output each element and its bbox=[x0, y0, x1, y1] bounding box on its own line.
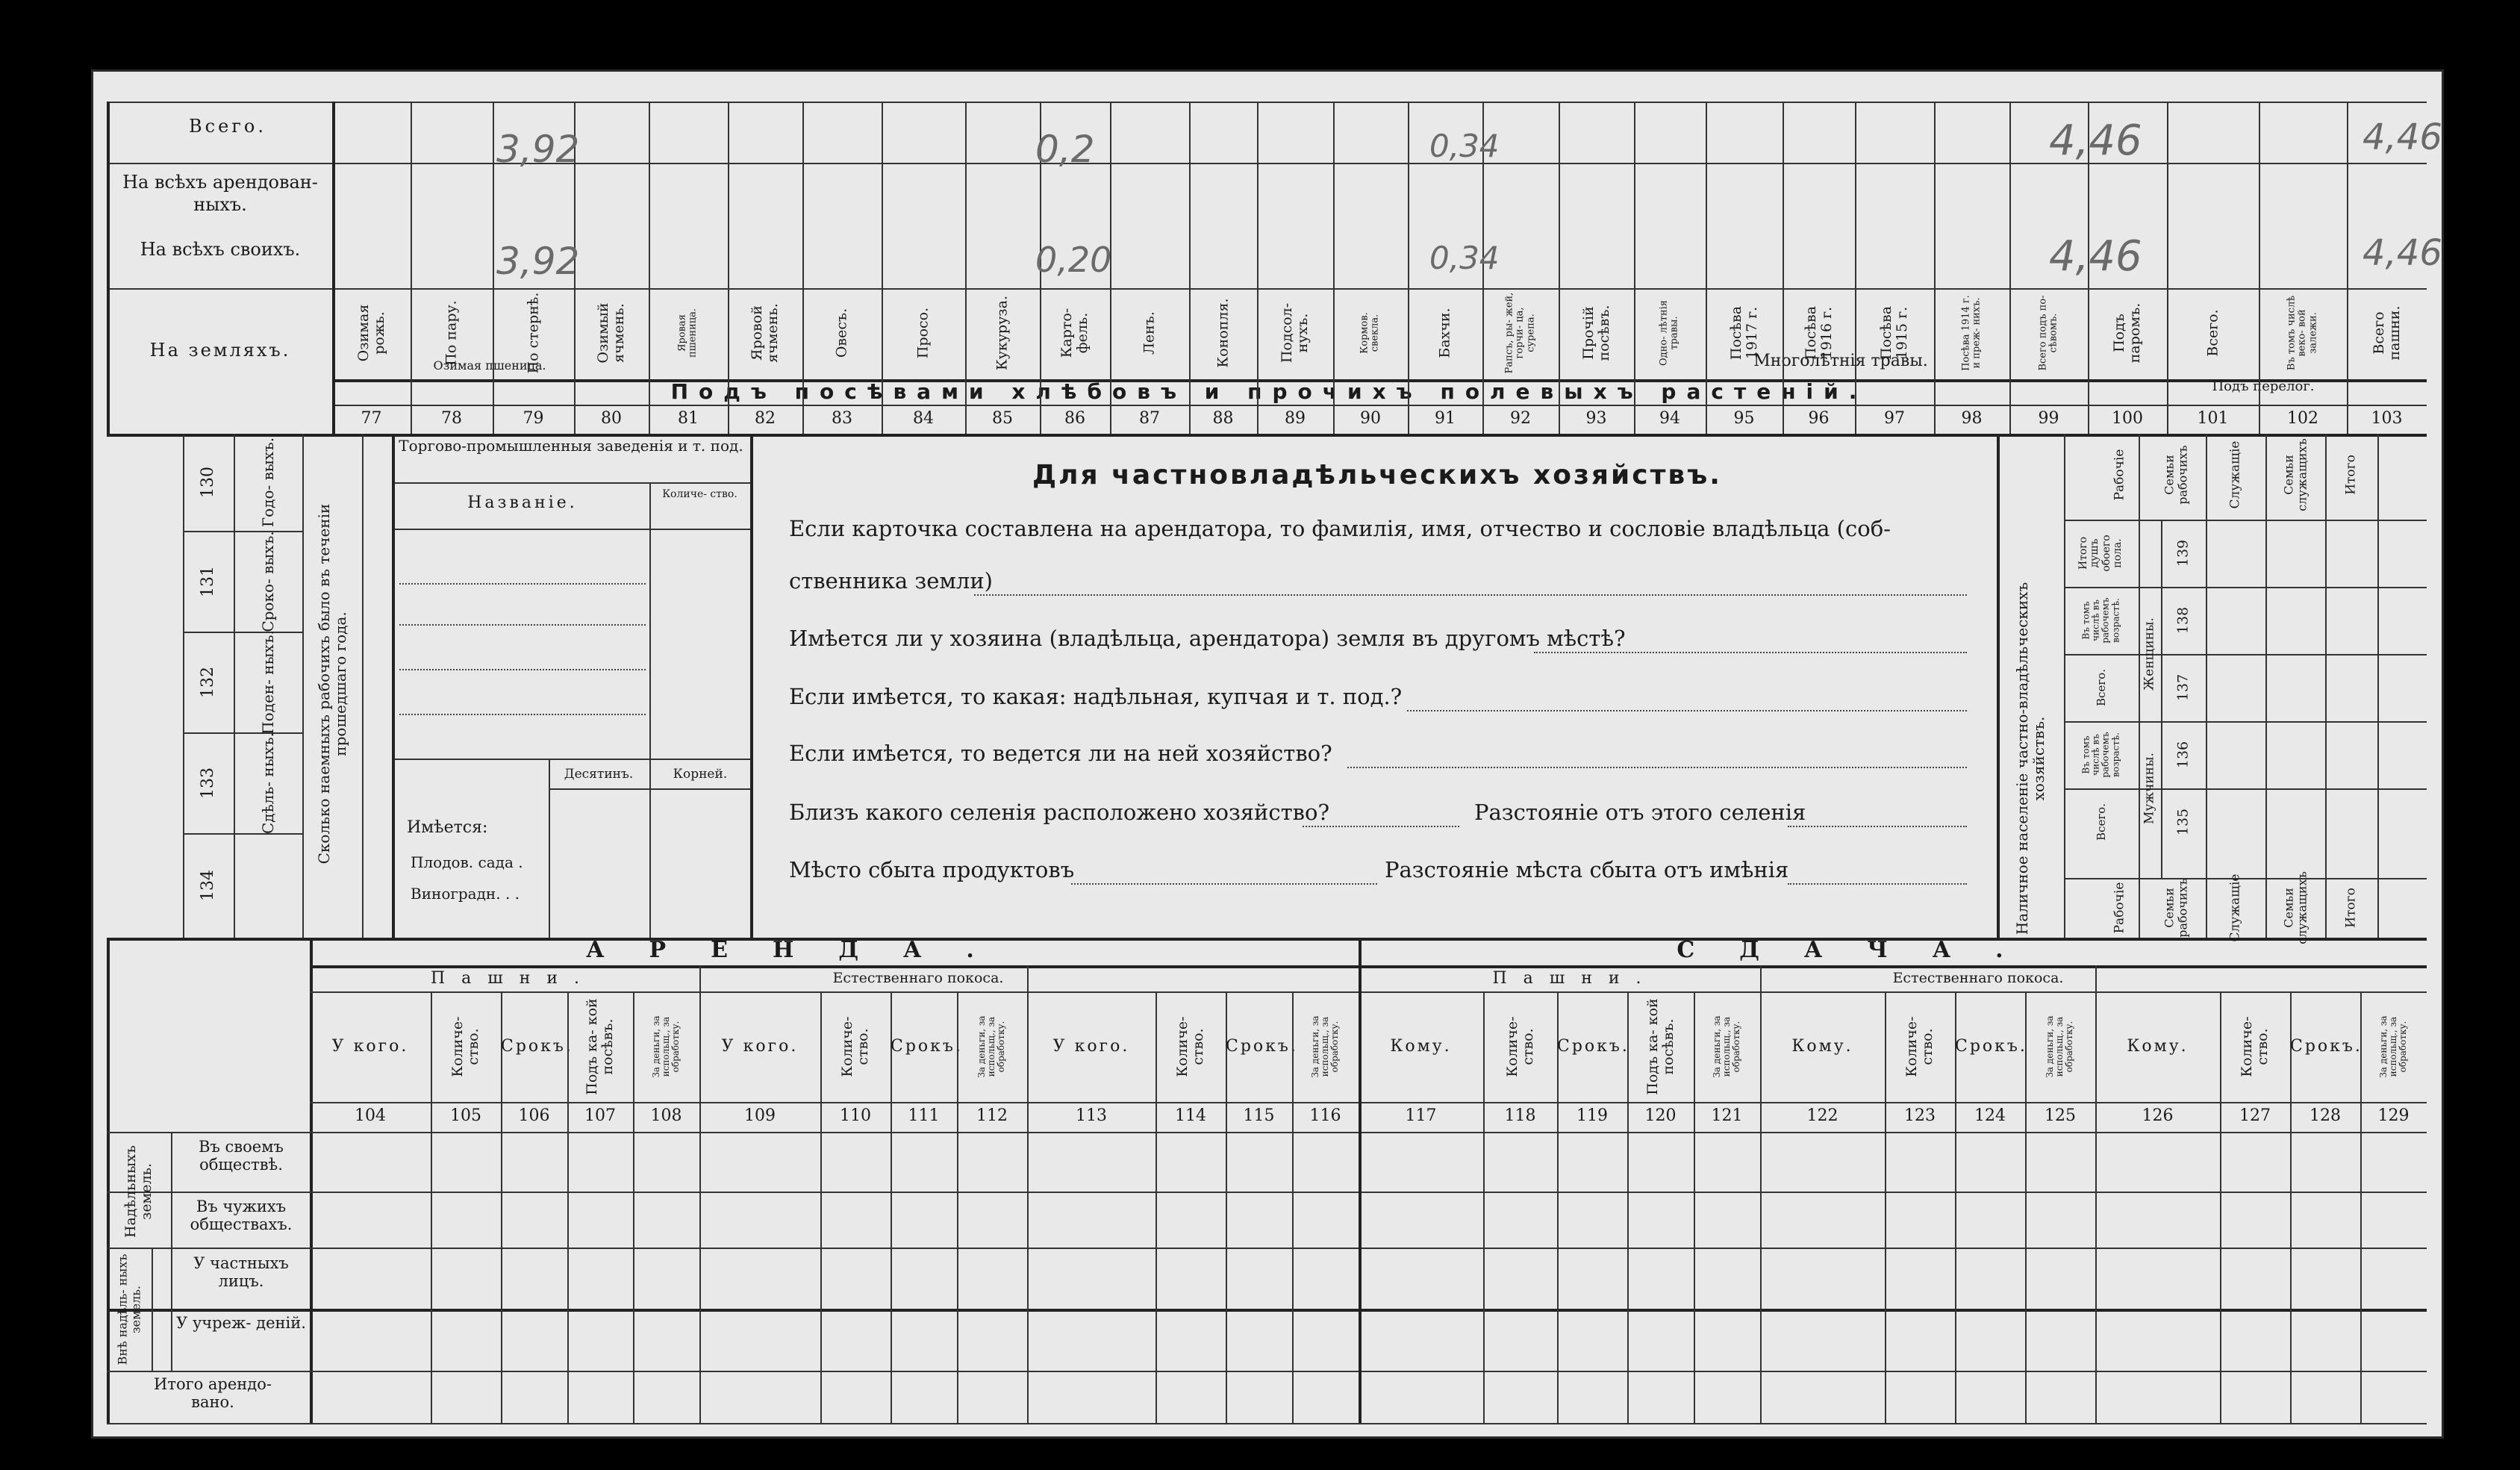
top-col-num-82: 82 bbox=[755, 409, 776, 428]
itogo-top: Итого bbox=[2343, 455, 2359, 495]
top-col-label-87: Ленъ. bbox=[1141, 311, 1158, 355]
top-col-num-96: 96 bbox=[1808, 409, 1830, 428]
sluzhashchie-top: Служащіе bbox=[2227, 440, 2243, 509]
bottom-col-label-128: Срокъ. bbox=[2290, 1037, 2362, 1056]
rule bbox=[392, 529, 750, 530]
top-col-label-99: Всего подъ по- сѣвомъ. bbox=[2037, 295, 2059, 371]
top-col-rule bbox=[1706, 102, 1707, 434]
bottom-col-rule bbox=[1226, 991, 1227, 1423]
rule bbox=[107, 1309, 2427, 1312]
top-col-label-80: Озимый ячмень. bbox=[595, 302, 627, 364]
row-srokovyh: Сроко- выхъ. bbox=[259, 531, 277, 632]
bottom-col-label-111: Срокъ. bbox=[891, 1037, 963, 1056]
bottom-col-rule bbox=[2360, 991, 2362, 1423]
rule bbox=[2377, 434, 2379, 938]
vsego-label-2: Всего. bbox=[2094, 803, 2108, 841]
bottom-col-rule bbox=[1292, 991, 1294, 1423]
num-130: 130 bbox=[198, 467, 217, 498]
bottom-col-label-109: У кого. bbox=[721, 1037, 799, 1056]
row-itogo: Итого арендо- вано. bbox=[154, 1375, 272, 1412]
top-col-num-88: 88 bbox=[1212, 409, 1234, 428]
top-col-label-88: Конопля. bbox=[1214, 298, 1232, 368]
top-col-num-102: 102 bbox=[2287, 409, 2318, 428]
bottom-col-num-122: 122 bbox=[1806, 1106, 1838, 1125]
bottom-col-rule bbox=[1885, 991, 1886, 1423]
num-134: 134 bbox=[198, 870, 217, 901]
top-col-num-81: 81 bbox=[678, 409, 699, 428]
bottom-col-rule bbox=[2290, 991, 2292, 1423]
top-col-num-85: 85 bbox=[992, 409, 1013, 428]
bottom-col-label-124: Срокъ. bbox=[1955, 1037, 2027, 1056]
top-col-num-77: 77 bbox=[361, 409, 382, 428]
bottom-col-label-122: Кому. bbox=[1791, 1037, 1853, 1056]
zhenshchiny-label: Женщины. bbox=[2142, 617, 2157, 691]
bottom-col-label-113: У кого. bbox=[1052, 1037, 1130, 1056]
top-col-rule bbox=[802, 102, 804, 434]
bottom-col-rule bbox=[891, 991, 892, 1423]
num-133: 133 bbox=[198, 767, 217, 799]
bottom-col-num-108: 108 bbox=[650, 1106, 682, 1125]
hw-svoih-91: 0,34 bbox=[1429, 240, 1500, 276]
estestv-sdacha: Естественнаго покоса. bbox=[1892, 970, 2064, 986]
bottom-col-num-117: 117 bbox=[1405, 1106, 1437, 1125]
bottom-col-label-126: Кому. bbox=[2127, 1037, 2189, 1056]
top-col-label-98: Посѣва 1914 г. и преж- нихъ. bbox=[1960, 295, 1983, 371]
rule bbox=[392, 482, 750, 484]
rule bbox=[549, 759, 550, 938]
desyatin-label: Десятинъ. bbox=[564, 767, 634, 782]
top-col-label-81: Яровая пшеница. bbox=[676, 308, 699, 358]
bottom-col-rule bbox=[1027, 965, 1029, 1423]
bottom-col-num-129: 129 bbox=[2377, 1106, 2410, 1125]
rule bbox=[2064, 434, 2065, 938]
top-col-label-79: По стернѣ. bbox=[525, 292, 542, 374]
row-chastnyh: У частныхъ лицъ. bbox=[193, 1254, 289, 1291]
bottom-col-rule bbox=[2095, 965, 2097, 1423]
top-col-num-93: 93 bbox=[1585, 409, 1607, 428]
answer-line bbox=[1788, 883, 1967, 885]
rule bbox=[310, 965, 2427, 968]
answer-line bbox=[1071, 883, 1377, 885]
rule bbox=[183, 434, 184, 938]
rule bbox=[107, 1371, 2427, 1372]
rule bbox=[2064, 878, 2427, 879]
semi-rabochih-top: Семьи рабочихъ bbox=[2162, 445, 2189, 505]
itogo-bottom: Итого bbox=[2343, 888, 2359, 928]
rule bbox=[234, 434, 235, 938]
skolko-label: Сколько наемныхъ рабочихъ было въ теченіи прошедшаго года. bbox=[315, 503, 349, 865]
dotted-line bbox=[399, 714, 646, 715]
bottom-col-num-127: 127 bbox=[2239, 1106, 2271, 1125]
top-col-num-92: 92 bbox=[1510, 409, 1531, 428]
rule bbox=[107, 288, 2427, 290]
bottom-col-rule bbox=[1627, 991, 1629, 1423]
bottom-col-label-105: Количе- ство. bbox=[449, 1016, 481, 1077]
torgovo-label: Торгово-промышленныя заведенія и т. под. bbox=[399, 437, 743, 455]
top-col-rule bbox=[2009, 102, 2011, 434]
bottom-col-label-125: За деньги, за испольщ., за обработку. bbox=[2045, 1015, 2075, 1078]
bottom-col-rule bbox=[431, 991, 432, 1423]
bottom-col-label-110: Количе- ство. bbox=[839, 1016, 871, 1077]
nalichnoe-label: Наличное населеніе частно-владѣльческихъ хозяйствъ. bbox=[2013, 582, 2048, 935]
top-col-num-95: 95 bbox=[1733, 409, 1755, 428]
hw-vsego-103: 4,46 bbox=[2362, 116, 2442, 158]
bottom-col-num-123: 123 bbox=[1904, 1106, 1936, 1125]
bottom-col-rule bbox=[957, 991, 958, 1423]
center-title: Для частновладѣльческихъ хозяйствъ. bbox=[1032, 460, 1722, 490]
vne-label: Внѣ надѣль- ныхъ земель. bbox=[115, 1253, 143, 1365]
top-col-label-90: Кормов. свекла. bbox=[1359, 312, 1381, 354]
v-tom-label-1: Въ томъ числѣ въ рабочемъ возрастѣ. bbox=[2080, 597, 2121, 644]
bottom-col-rule bbox=[1483, 991, 1485, 1423]
top-col-label-97: Посѣва 1915 г. bbox=[1878, 305, 1910, 361]
rule bbox=[2206, 434, 2207, 938]
hw-vsego-78: 3,92 bbox=[496, 128, 580, 171]
hw-svoih-103: 4,46 bbox=[2362, 232, 2442, 274]
top-col-label-86: Карто- фель. bbox=[1058, 308, 1091, 358]
top-col-num-79: 79 bbox=[523, 409, 544, 428]
rule bbox=[750, 434, 753, 938]
bottom-col-rule bbox=[633, 991, 634, 1423]
estestv-arenda: Естественнаго покоса. bbox=[832, 970, 1004, 986]
top-col-label-101: Всего. bbox=[2204, 309, 2221, 357]
bottom-col-num-107: 107 bbox=[584, 1106, 616, 1125]
rule bbox=[2064, 721, 2427, 723]
num-131: 131 bbox=[198, 566, 217, 597]
bottom-col-num-114: 114 bbox=[1175, 1106, 1206, 1125]
rule bbox=[549, 788, 750, 790]
q5b: Разстояніе отъ этого селенія bbox=[1474, 800, 1806, 825]
bottom-col-num-121: 121 bbox=[1711, 1106, 1743, 1125]
top-col-num-94: 94 bbox=[1659, 409, 1680, 428]
rule bbox=[107, 1248, 2427, 1249]
kolichestvo-label: Количе- ство. bbox=[662, 488, 737, 500]
top-col-rule bbox=[1783, 102, 1784, 434]
bottom-col-label-108: За деньги, за испольщ., за обработку. bbox=[650, 1015, 682, 1078]
nazvanie-label: Названіе. bbox=[467, 493, 578, 512]
top-col-num-80: 80 bbox=[601, 409, 622, 428]
bottom-col-label-117: Кому. bbox=[1390, 1037, 1452, 1056]
top-col-num-91: 91 bbox=[1435, 409, 1456, 428]
pod-perelog-label: Подъ перелог. bbox=[2212, 379, 2315, 394]
bottom-col-label-121: За деньги, за испольщ., за обработку. bbox=[1711, 1015, 1742, 1078]
pashni-sdacha: Пашни. bbox=[1492, 969, 1658, 988]
answer-line bbox=[1347, 767, 1967, 768]
itogo-dush-label: Итого душъ обоего пола. bbox=[2077, 535, 2124, 572]
rule bbox=[107, 1132, 2427, 1133]
bottom-col-rule bbox=[1694, 991, 1695, 1423]
bottom-col-label-107: Подъ ка- кой посѣвъ. bbox=[584, 998, 616, 1095]
q1a: Если карточка составлена на арендатора, то фамилія, имя, отчество и сословіе владѣльца (соб- bbox=[789, 516, 1891, 541]
top-col-num-98: 98 bbox=[1961, 409, 1983, 428]
bottom-col-num-115: 115 bbox=[1243, 1106, 1275, 1125]
top-col-num-89: 89 bbox=[1285, 409, 1306, 428]
top-col-num-90: 90 bbox=[1360, 409, 1381, 428]
bottom-col-rule bbox=[567, 991, 569, 1423]
top-col-label-83: Овесъ. bbox=[833, 308, 850, 358]
top-col-num-86: 86 bbox=[1064, 409, 1085, 428]
top-table-top-rule bbox=[107, 102, 2427, 103]
ozimaya-pshenitsa-label: Озимая пшеница. bbox=[433, 358, 546, 373]
bottom-col-label-129: За деньги, за испольщ., за обработку. bbox=[2377, 1015, 2409, 1078]
rule bbox=[2064, 654, 2427, 655]
rabochie-bottom: Рабочіе bbox=[2112, 882, 2127, 934]
rule bbox=[302, 434, 304, 938]
semi-rabochih-bottom: Семьи рабочихъ bbox=[2162, 878, 2189, 938]
top-col-num-84: 84 bbox=[913, 409, 934, 428]
top-col-rule bbox=[2259, 102, 2260, 434]
hw-svoih-86: 0,20 bbox=[1035, 240, 1112, 280]
top-col-num-103: 103 bbox=[2371, 409, 2403, 428]
rule bbox=[362, 434, 364, 938]
bottom-col-num-120: 120 bbox=[1644, 1106, 1677, 1125]
bottom-col-num-113: 113 bbox=[1076, 1106, 1107, 1125]
top-col-rule bbox=[1855, 102, 1856, 434]
rabochie-top: Рабочіе bbox=[2112, 449, 2127, 501]
bottom-col-rule bbox=[1955, 991, 1956, 1423]
rule bbox=[649, 482, 651, 759]
hw-vsego-91: 0,34 bbox=[1429, 128, 1500, 164]
bottom-col-num-118: 118 bbox=[1504, 1106, 1536, 1125]
top-col-label-82: Яровой ячмень. bbox=[749, 303, 781, 363]
top-col-rule bbox=[411, 102, 412, 434]
top-col-label-94: Одно- лѣтнія травы. bbox=[1658, 300, 1680, 366]
hw-vsego-86: 0,2 bbox=[1035, 128, 1095, 171]
bottom-col-label-127: Количе- ство. bbox=[2239, 1016, 2271, 1077]
korney-label: Корней. bbox=[673, 767, 728, 782]
top-col-rule bbox=[2347, 102, 2348, 434]
row-uchrezh: У учреж- деній. bbox=[176, 1314, 306, 1332]
rule bbox=[2325, 434, 2327, 938]
vinogradi-label: Виноградн. . . bbox=[411, 885, 520, 903]
rule bbox=[392, 759, 750, 760]
rule bbox=[310, 991, 2427, 993]
bottom-col-label-118: Количе- ство. bbox=[1503, 1016, 1536, 1077]
vsego-label-1: Всего. bbox=[2094, 669, 2108, 706]
row-label-vsego: Всего. bbox=[189, 116, 266, 137]
top-col-rule bbox=[1257, 102, 1259, 434]
rule bbox=[2064, 788, 2427, 790]
band-label: Подъ посѣвами хлѣбовъ и прочихъ полевыхъ растеній. bbox=[670, 379, 1868, 404]
top-col-label-77: Озимая рожь. bbox=[355, 304, 387, 362]
bottom-col-num-106: 106 bbox=[518, 1106, 550, 1125]
bottom-col-num-111: 111 bbox=[908, 1106, 940, 1125]
rule bbox=[332, 405, 2427, 406]
top-col-rule bbox=[2167, 102, 2168, 434]
bottom-col-num-126: 126 bbox=[2142, 1106, 2174, 1125]
row-label-arend-1: На всѣхъ арендован- bbox=[122, 172, 318, 193]
bottom-col-rule bbox=[1557, 991, 1559, 1423]
top-col-label-85: Кукуруза. bbox=[994, 296, 1011, 371]
bottom-col-label-123: Количе- ство. bbox=[1903, 1016, 1936, 1077]
rule bbox=[392, 434, 395, 938]
rule bbox=[2064, 520, 2427, 521]
top-col-rule bbox=[1634, 102, 1635, 434]
pashni-arenda: Пашни. bbox=[430, 969, 596, 988]
bottom-col-label-114: Количе- ство. bbox=[1174, 1016, 1206, 1077]
top-col-rule bbox=[1333, 102, 1335, 434]
bottom-col-num-119: 119 bbox=[1576, 1106, 1608, 1125]
dotted-line bbox=[399, 624, 646, 626]
top-col-label-92: Рапсъ, ры- жей, горчи- ца, сурепа. bbox=[1503, 292, 1537, 374]
hw-svoih-99: 4,46 bbox=[2049, 232, 2142, 281]
q5a: Близъ какого селенія расположено хозяйство? bbox=[789, 800, 1330, 825]
num-135: 135 bbox=[2174, 808, 2192, 836]
mnogoletnie-label: Многолѣтнія травы. bbox=[1753, 352, 1928, 370]
bottom-col-num-110: 110 bbox=[840, 1106, 871, 1125]
bottom-col-label-104: У кого. bbox=[331, 1037, 409, 1056]
top-col-num-100: 100 bbox=[2112, 409, 2143, 428]
rule bbox=[310, 938, 313, 1423]
top-col-num-101: 101 bbox=[2197, 409, 2229, 428]
top-col-num-99: 99 bbox=[2038, 409, 2059, 428]
bottom-col-num-105: 105 bbox=[450, 1106, 481, 1125]
top-col-num-97: 97 bbox=[1884, 409, 1905, 428]
num-132: 132 bbox=[198, 667, 217, 698]
top-col-num-78: 78 bbox=[441, 409, 462, 428]
top-col-rule bbox=[1559, 102, 1560, 434]
bottom-col-rule bbox=[501, 991, 502, 1423]
q6b: Разстояніе мѣста сбыта отъ имѣнія bbox=[1385, 857, 1789, 882]
row-label-svoih: На всѣхъ своихъ. bbox=[140, 239, 301, 260]
nadel-label: Надѣльныхъ земель. bbox=[122, 1144, 155, 1239]
answer-line bbox=[974, 594, 1967, 596]
bottom-col-label-116: За деньги, за испольщ., за обработку. bbox=[1309, 1015, 1341, 1078]
num-137: 137 bbox=[2174, 673, 2192, 702]
top-col-label-84: Просо. bbox=[914, 307, 932, 359]
bottom-col-rule bbox=[1155, 991, 1157, 1423]
rule bbox=[2161, 520, 2162, 878]
row-podennyh: Поден- ныхъ. bbox=[259, 630, 277, 735]
semi-sluzh-bottom: Семьи служащихъ bbox=[2281, 871, 2309, 944]
rule bbox=[152, 1248, 153, 1371]
hw-vsego-99: 4,46 bbox=[2049, 116, 2142, 165]
answer-line bbox=[1407, 710, 1967, 711]
answer-line bbox=[1303, 826, 1459, 827]
q6a: Мѣсто сбыта продуктовъ bbox=[789, 857, 1075, 882]
row-label-na-zemlyah: На земляхъ. bbox=[149, 340, 291, 361]
bottom-col-rule bbox=[1359, 938, 1362, 1423]
top-col-rule bbox=[1408, 102, 1409, 434]
bottom-col-rule bbox=[1760, 965, 1762, 1423]
top-col-label-103: Всего пашни. bbox=[2370, 305, 2403, 361]
top-col-label-102: Въ томъ числѣ веко- вой залежи. bbox=[2286, 295, 2319, 371]
bottom-col-num-124: 124 bbox=[1974, 1106, 2006, 1125]
v-tom-label-2: Въ томъ числѣ въ рабочемъ возрастѣ. bbox=[2080, 732, 2121, 778]
top-col-num-87: 87 bbox=[1139, 409, 1160, 428]
top-col-rule bbox=[965, 102, 967, 434]
rule bbox=[183, 632, 302, 633]
rule bbox=[183, 531, 302, 532]
num-138: 138 bbox=[2174, 606, 2192, 635]
bottom-col-num-104: 104 bbox=[355, 1106, 386, 1125]
bottom-col-label-120: Подъ ка- кой посѣвъ. bbox=[1644, 998, 1677, 1095]
sluzhashchie-bottom: Служащіе bbox=[2227, 873, 2243, 942]
row-sdelnyh: Сдѣль- ныхъ. bbox=[259, 732, 277, 834]
q3: Если имѣется, то какая: надѣльная, купчая и т. под.? bbox=[789, 684, 1403, 709]
top-col-label-78: По пару. bbox=[443, 300, 460, 366]
rule bbox=[649, 759, 651, 938]
q1b: ственника земли) bbox=[789, 568, 993, 594]
bottom-col-num-128: 128 bbox=[2310, 1106, 2341, 1125]
row-chuzhih: Въ чужихъ обществахъ. bbox=[190, 1198, 293, 1234]
num-136: 136 bbox=[2174, 741, 2192, 769]
bottom-col-rule bbox=[699, 965, 701, 1423]
rule bbox=[310, 1102, 2427, 1103]
top-col-label-91: Бахчи. bbox=[1436, 308, 1453, 358]
rule bbox=[171, 1132, 172, 1371]
top-col-label-89: Подсол- нухъ. bbox=[1279, 302, 1311, 364]
rule bbox=[2265, 434, 2267, 938]
arenda-label: АРЕНДА. bbox=[586, 937, 1019, 963]
q2: Имѣется ли у хозяина (владѣльца, арендатора) земля въ другомъ мѣстѣ? bbox=[789, 626, 1626, 651]
sdacha-label: СДАЧА. bbox=[1677, 937, 2048, 963]
row-svoem: Въ своемъ обществѣ. bbox=[199, 1138, 284, 1174]
top-col-label-100: Подъ паромъ. bbox=[2111, 302, 2143, 364]
bottom-rule bbox=[107, 1423, 2427, 1424]
bottom-col-label-106: Срокъ. bbox=[501, 1037, 573, 1056]
rule bbox=[2064, 587, 2427, 588]
rule bbox=[332, 102, 335, 434]
top-col-num-83: 83 bbox=[832, 409, 852, 428]
top-col-rule bbox=[1934, 102, 1936, 434]
top-col-label-96: Посѣва 1916 г. bbox=[1802, 305, 1835, 361]
row-label-arend-2: ныхъ. bbox=[193, 194, 247, 215]
bottom-col-num-112: 112 bbox=[976, 1106, 1008, 1125]
rule bbox=[107, 1192, 2427, 1193]
top-col-rule bbox=[1189, 102, 1191, 434]
row-godovyh: Годо- выхъ. bbox=[259, 437, 277, 528]
rule bbox=[183, 732, 302, 734]
top-col-label-93: Прочій посѣвъ. bbox=[1579, 305, 1612, 361]
answer-line bbox=[1534, 652, 1967, 653]
top-col-rule bbox=[493, 102, 494, 434]
num-139: 139 bbox=[2174, 539, 2192, 567]
dotted-line bbox=[399, 669, 646, 670]
muzhchiny-label: Мужчины. bbox=[2142, 753, 2157, 824]
semi-sluzh-top: Семьи служащихъ bbox=[2281, 438, 2309, 511]
answer-line bbox=[1788, 826, 1967, 827]
q4: Если имѣется, то ведется ли на ней хозяйство? bbox=[789, 741, 1332, 766]
dotted-line bbox=[399, 583, 646, 585]
bottom-col-label-115: Срокъ. bbox=[1226, 1037, 1298, 1056]
bottom-col-rule bbox=[820, 991, 822, 1423]
rule bbox=[1997, 434, 2000, 938]
bottom-col-label-112: За деньги, за испольщ., за обработку. bbox=[976, 1015, 1007, 1078]
census-form-sheet bbox=[91, 69, 2444, 1439]
top-col-rule bbox=[728, 102, 729, 434]
top-col-rule bbox=[649, 102, 650, 434]
bottom-col-label-119: Срокъ. bbox=[1557, 1037, 1629, 1056]
bottom-col-num-116: 116 bbox=[1309, 1106, 1341, 1125]
bottom-col-num-109: 109 bbox=[744, 1106, 776, 1125]
top-col-rule bbox=[882, 102, 883, 434]
top-col-label-95: Посѣва 1917 г. bbox=[1727, 305, 1760, 361]
plodov-label: Плодов. сада . bbox=[411, 853, 523, 871]
rule bbox=[107, 938, 110, 1423]
imeetsya-label: Имѣется: bbox=[407, 818, 488, 837]
bottom-col-rule bbox=[2220, 991, 2221, 1423]
hw-svoih-78: 3,92 bbox=[496, 240, 580, 283]
rule bbox=[107, 102, 110, 434]
rule bbox=[183, 833, 302, 835]
bottom-col-num-125: 125 bbox=[2045, 1106, 2076, 1125]
bottom-col-rule bbox=[2025, 991, 2027, 1423]
rule bbox=[2139, 434, 2140, 938]
